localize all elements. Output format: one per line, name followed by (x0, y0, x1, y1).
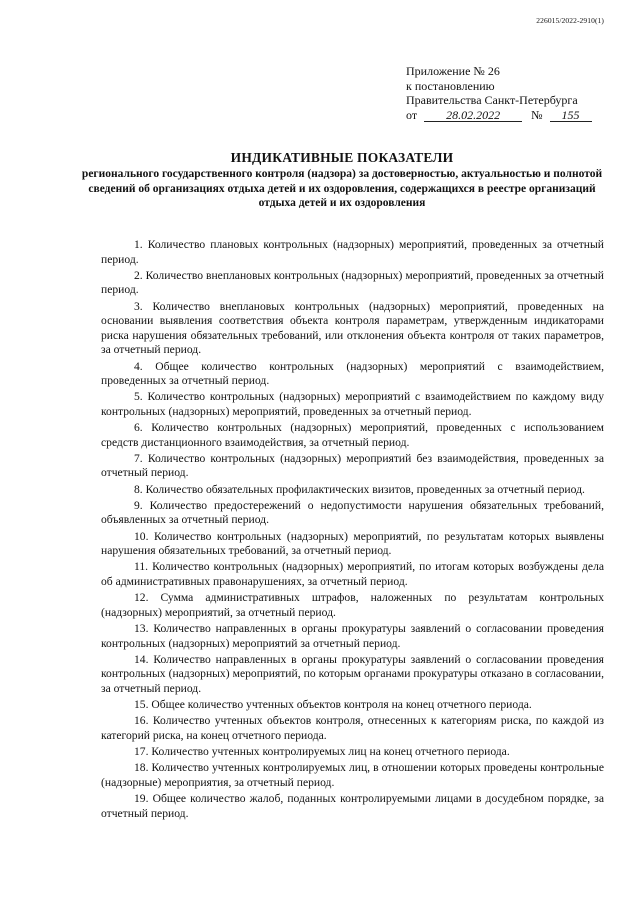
indicator-item-13: 13. Количество направленных в органы прокуратуры заявлений о согласовании проведения контрольных (надзорных) мероприятий за отчетный период. (101, 621, 604, 650)
appendix-number: Приложение № 26 (406, 64, 500, 78)
document-title (80, 150, 604, 211)
indicator-item-5: 5. Количество контрольных (надзорных) мероприятий с взаимодействием по каждому виду контрольных (надзорных) мероприятий, проведенных за отчетный период. (101, 390, 604, 418)
resolution-date: 28.02.2022 (424, 109, 522, 122)
indicator-item-1: 1. Количество плановых контрольных (надзорных) мероприятий, проведенных за отчетный период. (101, 238, 604, 266)
appendix-block (406, 64, 592, 122)
indicator-item-14: 14. Количество направленных в органы прокуратуры заявлений о согласовании проведения контрольных (надзорных) мероприятий, по которым органами прокуратуры отказано в согласовании, за отчетный период. (101, 652, 604, 695)
indicator-item-12: 12. Сумма административных штрафов, наложенных по результатам контрольных (надзорных) мероприятий, за отчетный период. (101, 591, 604, 619)
appendix-resolution-ref: к постановлению (406, 78, 495, 93)
appendix-date-line (406, 108, 592, 123)
indicator-item-9: 9. Количество предостережений о недопустимости нарушения обязательных требований, объявленных за отчетный период. (101, 498, 604, 527)
appendix-government: Правительства Санкт-Петербурга (406, 93, 578, 107)
indicator-item-16: 16. Количество учтенных объектов контроля, отнесенных к категориям риска, по каждой из категорий риска, на конец отчетного периода. (101, 714, 604, 742)
indicator-item-3: 3. Количество внеплановых контрольных (надзорных) мероприятий, проведенных на основании выявления соответствия объекта контроля параметрам, утвержденным индикаторами риска нарушения обязательных требований, или отклонения объекта контроля от таких параметров, за отчетный период. (101, 299, 604, 357)
indicator-item-4: 4. Общее количество контрольных (надзорных) мероприятий с взаимодействием, проведенных за отчетный период. (101, 359, 604, 388)
indicator-item-15: 15. Общее количество учтенных объектов контроля на конец отчетного периода. (134, 698, 532, 712)
title-subheading: регионального государственного контроля (надзора) за достоверностью, актуальностью и полнотой сведений об организациях отдыха детей и их оздоровления, содержащихся в реестре организаций отдыха детей и их оздоровления (81, 168, 603, 210)
indicator-item-2: 2. Количество внеплановых контрольных (надзорных) мероприятий, проведенных за отчетный период. (101, 268, 604, 297)
indicator-item-11: 11. Количество контрольных (надзорных) мероприятий, по итогам которых возбуждены дела об административных правонарушениях, за отчетный период. (101, 560, 604, 588)
indicator-item-7: 7. Количество контрольных (надзорных) мероприятий без взаимодействия, проведенных за отчетный период. (101, 451, 604, 480)
indicator-item-18: 18. Количество учтенных контролируемых лиц, в отношении которых проведены контрольные (надзорные) мероприятия, за отчетный период. (101, 761, 604, 789)
indicator-item-8: 8. Количество обязательных профилактических визитов, проведенных за отчетный период. (134, 482, 585, 496)
title-heading: ИНДИКАТИВНЫЕ ПОКАЗАТЕЛИ (230, 150, 454, 165)
from-label: от (406, 107, 418, 122)
indicator-item-10: 10. Количество контрольных (надзорных) мероприятий, по результатам которых выявлены нарушения обязательных требований, за отчетный период. (101, 529, 604, 558)
indicator-item-19: 19. Общее количество жалоб, поданных контролируемыми лицами в досудебном порядке, за отчетный период. (101, 792, 604, 820)
indicator-list (101, 238, 604, 823)
indicator-item-17: 17. Количество учтенных контролируемых лиц на конец отчетного периода. (134, 745, 510, 759)
document-id: 226015/2022-2910(1) (536, 16, 604, 25)
number-label: № (531, 107, 543, 122)
resolution-number: 155 (550, 109, 592, 122)
indicator-item-6: 6. Количество контрольных (надзорных) мероприятий, проведенных с использованием средств дистанционного взаимодействия, за отчетный период. (101, 421, 604, 449)
